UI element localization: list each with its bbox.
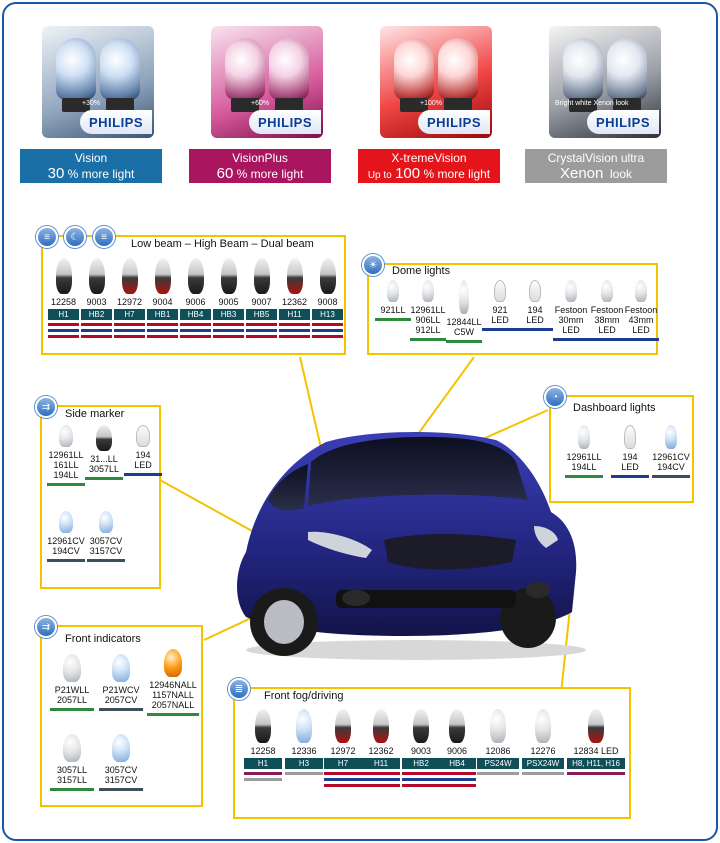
bulb-code: 12258 <box>50 297 77 307</box>
bulb-code: 12086 <box>485 746 511 756</box>
range-stripe <box>438 778 476 781</box>
dashboard-icon: ◔ <box>544 386 566 408</box>
range-stripe <box>213 335 244 338</box>
range-stripe <box>410 338 446 341</box>
tag-vision: Vision 30 % more light <box>20 149 162 183</box>
bulb-image <box>122 258 138 294</box>
bulb-image <box>578 425 590 449</box>
range-stripe <box>324 778 362 781</box>
range-stripe <box>81 335 112 338</box>
bulb-image <box>459 280 469 314</box>
bulb-type-label: PS24W <box>477 758 519 769</box>
range-stripe <box>279 335 310 338</box>
bulb-code: Festoon 30mm LED <box>554 305 588 335</box>
bulb-item <box>611 425 649 478</box>
range-stripe <box>81 323 112 326</box>
dual-beam-icon: ≡ <box>93 226 115 248</box>
range-stripe <box>312 329 343 332</box>
bulb-item <box>438 709 476 787</box>
bulb-item <box>589 280 625 341</box>
bulb-image <box>112 654 130 682</box>
bulb-image <box>164 649 182 677</box>
range-stripe <box>324 772 362 775</box>
bulb-item <box>99 654 143 711</box>
page-frame <box>2 2 718 841</box>
range-stripe <box>87 559 125 562</box>
bulb-type-label: HB2 <box>81 309 112 320</box>
bulb-code: 12276 <box>530 746 556 756</box>
range-stripe <box>114 335 145 338</box>
range-stripe <box>402 784 440 787</box>
bulb-image <box>449 709 465 743</box>
range-stripe <box>99 708 143 711</box>
bulb-image <box>635 280 647 302</box>
bulb-item <box>362 709 400 787</box>
range-stripe <box>48 335 79 338</box>
fog-light-icon: ≣ <box>228 678 250 700</box>
bulb-code: 9003 <box>410 746 432 756</box>
range-stripe <box>362 784 400 787</box>
section-title-front-indicators: Front indicators <box>65 633 141 645</box>
bulb-image <box>112 734 130 762</box>
pack-sub-text: Bright white Xenon look <box>555 100 629 107</box>
bulb-item <box>565 425 603 478</box>
range-stripe <box>47 559 85 562</box>
bulb-image <box>56 258 72 294</box>
range-stripe <box>438 772 476 775</box>
section-title-dome: Dome lights <box>392 265 451 277</box>
bulb-code: 9007 <box>251 297 272 307</box>
bulb-code: 12362 <box>368 746 394 756</box>
range-stripe <box>402 778 440 781</box>
pack-visionplus <box>211 26 323 138</box>
bulb-type-label: H1 <box>244 758 282 769</box>
range-stripe <box>85 477 123 480</box>
range-stripe <box>623 338 659 341</box>
bulb-image <box>59 425 73 447</box>
dome-light-icon: ☀ <box>362 254 384 276</box>
bulb-item <box>81 258 112 338</box>
bulb-image <box>601 280 613 302</box>
bulb-image <box>188 258 204 294</box>
bulb-code: 9006 <box>446 746 468 756</box>
philips-logo: PHILIPS <box>418 110 490 134</box>
range-stripe <box>446 340 482 343</box>
range-stripe <box>147 335 178 338</box>
bulb-image <box>63 654 81 682</box>
bulb-item <box>402 709 440 787</box>
bulb-image <box>529 280 541 302</box>
range-stripe <box>362 778 400 781</box>
range-stripe <box>375 318 411 321</box>
bulb-item <box>652 425 690 478</box>
range-stripe <box>324 784 362 787</box>
range-stripe <box>180 335 211 338</box>
bulb-item <box>246 258 277 338</box>
bulb-image <box>254 258 270 294</box>
bulb-code: 9005 <box>218 297 239 307</box>
range-stripe <box>147 329 178 332</box>
bulb-item <box>99 734 143 791</box>
bulb-type-label: H7 <box>114 309 145 320</box>
range-stripe <box>47 483 85 486</box>
bulb-image <box>565 280 577 302</box>
bulb-code: 12961LL 161LL 194LL <box>48 450 84 480</box>
range-stripe <box>565 475 603 478</box>
bulb-item <box>482 280 518 331</box>
bulb-type-label: HB5 <box>246 309 277 320</box>
range-stripe <box>244 772 282 775</box>
bulb-item <box>180 258 211 338</box>
pack-vision <box>42 26 154 138</box>
pack-xtremevision <box>380 26 492 138</box>
pack-crystalvision <box>549 26 661 138</box>
bulb-item <box>85 425 123 480</box>
range-stripe <box>567 772 625 775</box>
bulb-item <box>244 709 282 781</box>
range-stripe <box>312 323 343 326</box>
range-stripe <box>124 473 162 476</box>
bulb-item <box>48 258 79 338</box>
bulb-image <box>287 258 303 294</box>
bulb-code: 194 LED <box>134 450 152 470</box>
bulb-image <box>155 258 171 294</box>
bulb-code: 12961CV 194CV <box>47 536 85 556</box>
range-stripe <box>477 772 519 775</box>
bulb-item <box>477 709 519 775</box>
bulb-code: 921 LED <box>491 305 509 325</box>
bulb-image <box>320 258 336 294</box>
bulb-item <box>446 280 482 343</box>
bulb-item <box>47 511 85 562</box>
range-stripe <box>312 335 343 338</box>
range-stripe <box>50 788 94 791</box>
section-title-dashboard: Dashboard lights <box>573 402 656 414</box>
bulb-code: 921LL <box>380 305 406 315</box>
bulb-type-label: H11 <box>362 758 400 769</box>
bulb-item <box>124 425 162 476</box>
bulb-code: 12961CV 194CV <box>652 452 690 472</box>
bulb-code: Festoon 43mm LED <box>624 305 658 335</box>
bulb-code: 12834 LED <box>573 746 619 756</box>
range-stripe <box>180 329 211 332</box>
range-stripe <box>246 335 277 338</box>
bulb-image <box>255 709 271 743</box>
bulb-code: 194 LED <box>621 452 639 472</box>
philips-logo: PHILIPS <box>249 110 321 134</box>
bulb-item <box>517 280 553 331</box>
bulb-type-label: H11 <box>279 309 310 320</box>
range-stripe <box>402 772 440 775</box>
bulb-image <box>665 425 677 449</box>
bulb-image <box>624 425 636 449</box>
range-stripe <box>482 328 518 331</box>
bulb-item <box>114 258 145 338</box>
bulb-code: 12961LL 906LL 912LL <box>410 305 446 335</box>
bulb-type-label: HB4 <box>438 758 476 769</box>
range-stripe <box>147 323 178 326</box>
range-stripe <box>438 784 476 787</box>
bulb-image <box>63 734 81 762</box>
high-beam-icon: ☾ <box>64 226 86 248</box>
range-stripe <box>246 323 277 326</box>
range-stripe <box>246 329 277 332</box>
bulb-code: 3057LL 3157LL <box>56 765 88 785</box>
bulb-image <box>387 280 399 302</box>
bulb-image <box>422 280 434 302</box>
range-stripe <box>147 713 199 716</box>
philips-logo: PHILIPS <box>80 110 152 134</box>
section-title-headlights: Low beam – High Beam – Dual beam <box>131 238 314 250</box>
range-stripe <box>589 338 625 341</box>
tag-xtremevision: X-tremeVision Up to 100 % more light <box>358 149 500 183</box>
bulb-image <box>221 258 237 294</box>
bulb-type-label: HB2 <box>402 758 440 769</box>
car-image <box>216 422 588 662</box>
bulb-item <box>623 280 659 341</box>
bulb-type-label: H3 <box>285 758 323 769</box>
bulb-code: P21WLL 2057LL <box>54 685 90 705</box>
bulb-type-label: PSX24W <box>522 758 564 769</box>
bulb-type-label: H7 <box>324 758 362 769</box>
bulb-type-label: HB4 <box>180 309 211 320</box>
range-stripe <box>285 772 323 775</box>
low-beam-icon: ≡ <box>36 226 58 248</box>
bulb-image <box>296 709 312 743</box>
bulb-code: Festoon 38mm LED <box>590 305 624 335</box>
bulb-item <box>47 425 85 486</box>
range-stripe <box>50 708 94 711</box>
range-stripe <box>99 788 143 791</box>
bulb-code: 12258 <box>250 746 276 756</box>
bulb-item <box>147 649 199 716</box>
bulb-item <box>285 709 323 775</box>
range-stripe <box>213 323 244 326</box>
bulb-item <box>567 709 625 775</box>
bulb-image <box>89 258 105 294</box>
range-stripe <box>213 329 244 332</box>
range-stripe <box>48 329 79 332</box>
bulb-item <box>522 709 564 775</box>
bulb-image <box>588 709 604 743</box>
bulb-code: 3057CV 3157CV <box>104 765 138 785</box>
bulb-image <box>494 280 506 302</box>
bulb-code: P21WCV 2057CV <box>102 685 140 705</box>
range-stripe <box>114 329 145 332</box>
bulb-type-label: HB1 <box>147 309 178 320</box>
bulb-image <box>136 425 150 447</box>
bulb-item <box>324 709 362 787</box>
tag-crystalvision: CrystalVision ultra Xenon look <box>525 149 667 183</box>
range-stripe <box>81 329 112 332</box>
range-stripe <box>553 338 589 341</box>
bulb-item <box>279 258 310 338</box>
range-stripe <box>180 323 211 326</box>
bulb-item <box>50 734 94 791</box>
bulb-image <box>373 709 389 743</box>
bulb-image <box>96 425 112 451</box>
range-stripe <box>48 323 79 326</box>
section-title-front-fog: Front fog/driving <box>264 690 344 702</box>
bulb-code: 194 LED <box>526 305 544 325</box>
bulb-code: 12972 <box>116 297 143 307</box>
bulb-code: 3057CV 3157CV <box>89 536 123 556</box>
bulb-code: 9004 <box>152 297 173 307</box>
bulb-item <box>147 258 178 338</box>
bulb-code: 12972 <box>330 746 356 756</box>
range-stripe <box>522 772 564 775</box>
section-title-side-marker: Side marker <box>65 408 125 420</box>
range-stripe <box>244 778 282 781</box>
range-stripe <box>362 772 400 775</box>
pack-sub-text: +30% <box>82 100 101 107</box>
bulb-item <box>553 280 589 341</box>
pack-sub-text: +60% <box>251 100 270 107</box>
range-stripe <box>611 475 649 478</box>
bulb-item <box>410 280 446 341</box>
range-stripe <box>114 323 145 326</box>
bulb-code: 12336 <box>291 746 317 756</box>
tag-visionplus: VisionPlus 60 % more light <box>189 149 331 183</box>
range-stripe <box>279 329 310 332</box>
bulb-image <box>535 709 551 743</box>
bulb-code: 9006 <box>185 297 206 307</box>
bulb-item <box>312 258 343 338</box>
range-stripe <box>652 475 690 478</box>
indicator-icon: ⇉ <box>35 616 57 638</box>
bulb-type-label: H8, H11, H16 <box>567 758 625 769</box>
bulb-code: 31...LL 3057LL <box>88 454 120 474</box>
range-stripe <box>517 328 553 331</box>
bulb-item <box>213 258 244 338</box>
bulb-type-label: H1 <box>48 309 79 320</box>
philips-logo: PHILIPS <box>587 110 659 134</box>
bulb-code: 12946NALL 1157NALL 2057NALL <box>149 680 197 710</box>
bulb-code: 9008 <box>317 297 338 307</box>
bulb-image <box>490 709 506 743</box>
range-stripe <box>279 323 310 326</box>
bulb-code: 12844LL C5W <box>446 317 482 337</box>
bulb-image <box>335 709 351 743</box>
bulb-image <box>413 709 429 743</box>
bulb-item <box>375 280 411 321</box>
bulb-item <box>87 511 125 562</box>
bulb-item <box>50 654 94 711</box>
bulb-type-label: HB3 <box>213 309 244 320</box>
bulb-code: 12362 <box>281 297 308 307</box>
side-marker-icon: ⇉ <box>35 396 57 418</box>
bulb-type-label: H13 <box>312 309 343 320</box>
bulb-code: 12961LL 194LL <box>566 452 602 472</box>
bulb-image <box>99 511 113 533</box>
pack-sub-text: +100% <box>420 100 442 107</box>
bulb-image <box>59 511 73 533</box>
bulb-code: 9003 <box>86 297 107 307</box>
